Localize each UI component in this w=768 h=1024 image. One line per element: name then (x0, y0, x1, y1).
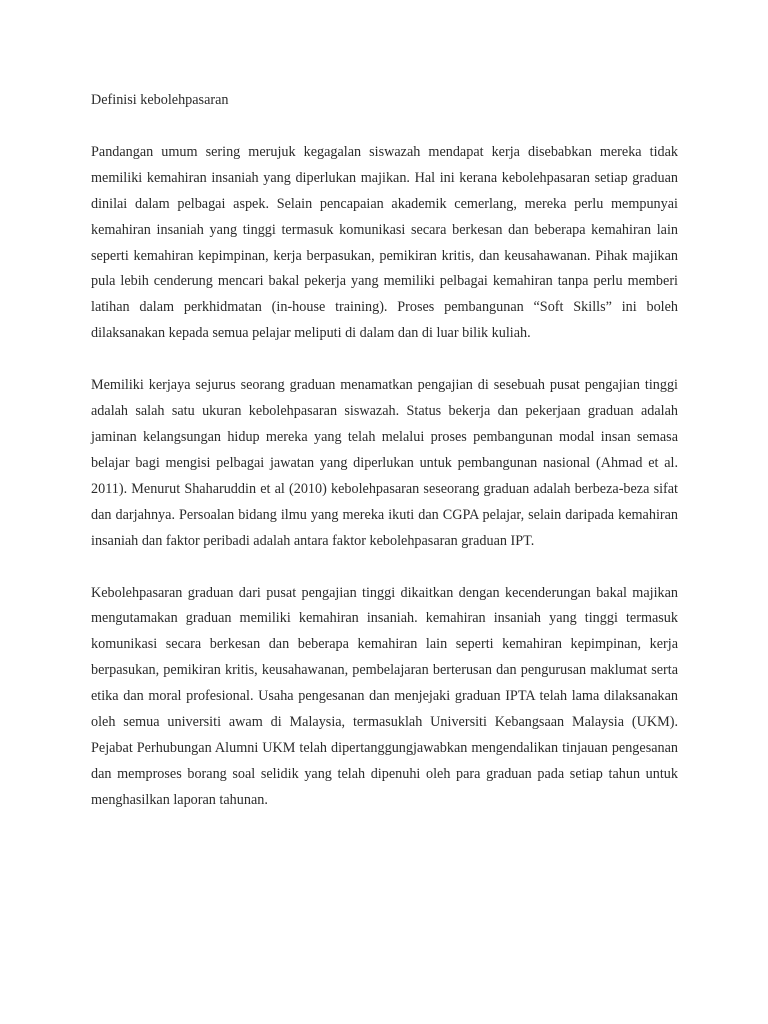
paragraph-2: Memiliki kerjaya sejurus seorang graduan menamatkan pengajian di sesebuah pusat pengajian tinggi adalah salah satu ukuran kebolehpasaran siswazah. Status bekerja dan pekerjaan graduan adalah jaminan kelangsungan hidup mereka yang telah melalui proses pembangunan modal insan semasa belajar bagi mengisi pelbagai jawatan yang diperlukan untuk pembangunan nasional (Ahmad et al. 2011). Menurut Shaharuddin et al (2010) kebolehpasaran seseorang graduan adalah berbeza-beza sifat dan darjahnya. Persoalan bidang ilmu yang mereka ikuti dan CGPA pelajar, selain daripada kemahiran insaniah dan faktor peribadi adalah antara faktor kebolehpasaran graduan IPT. (91, 377, 678, 549)
document-title: Definisi kebolehpasaran (91, 92, 229, 108)
paragraph-1: Pandangan umum sering merujuk kegagalan siswazah mendapat kerja disebabkan mereka tidak memiliki kemahiran insaniah yang diperlukan majikan. Hal ini kerana kebolehpasaran setiap graduan dinilai dalam pelbagai aspek. Selain pencapaian akademik cemerlang, mereka perlu mempunyai kemahiran insaniah yang tinggi termasuk komunikasi secara berkesan dan beberapa kemahiran lain seperti kemahiran kepimpinan, kerja berpasukan, pemikiran kritis, dan keusahawanan. Pihak majikan pula lebih cenderung mencari bakal pekerja yang memiliki pelbagai kemahiran tanpa perlu memberi latihan dalam perkhidmatan (in-house training). Proses pembangunan “Soft Skills” ini boleh dilaksanakan kepada semua pelajar meliputi di dalam dan di luar bilik kuliah. (91, 143, 678, 342)
document-body (91, 88, 678, 814)
paragraph-3: Kebolehpasaran graduan dari pusat pengajian tinggi dikaitkan dengan kecenderungan bakal majikan mengutamakan graduan memiliki kemahiran insaniah. kemahiran insaniah yang tinggi termasuk komunikasi secara berkesan dan beberapa kemahiran lain seperti kemahiran kepimpinan, kerja berpasukan, pemikiran kritis, keusahawanan, pembelajaran berterusan dan pengurusan maklumat serta etika dan moral profesional. Usaha pengesanan dan menjejaki graduan IPTA telah lama dilaksanakan oleh semua universiti awam di Malaysia, termasuklah Universiti Kebangsaan Malaysia (UKM). Pejabat Perhubungan Alumni UKM telah dipertanggungjawabkan mengendalikan tinjauan pengesanan dan memproses borang soal selidik yang telah dipenuhi oleh para graduan pada setiap tahun untuk menghasilkan laporan tahunan. (91, 584, 678, 808)
